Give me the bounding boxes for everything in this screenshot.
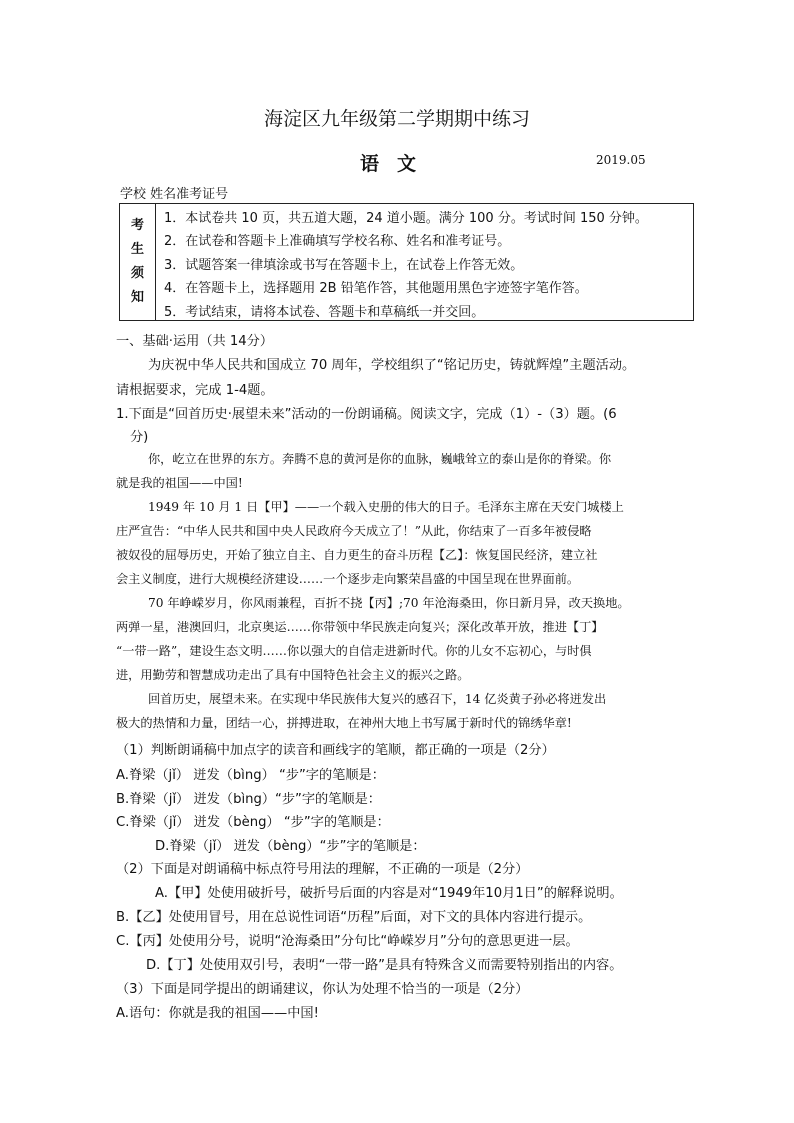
passage-line: 70 年峥嵘岁月，你风雨兼程，百折不挠【丙】;70 年沧海桑田，你日新月异，改天换地。 — [148, 596, 630, 610]
passage-line: 两弹一星，港澳回归，北京奥运……你带领中华民族走向复兴；深化改革开放，推进【丁】 — [116, 620, 604, 634]
passage-line: 进，用勤劳和智慧成功走出了具有中国特色社会主义的振兴之路。 — [116, 668, 470, 682]
exam-notice-box — [119, 203, 694, 321]
passage-line: 1949 年 10 月 1 日【甲】——一个载入史册的伟大的日子。毛泽东主席在天安门城楼上 — [148, 500, 624, 514]
subject-title: 语文 — [360, 153, 435, 175]
notice-item: 4．在答题卡上，选择题用 2B 铅笔作答，其他题用黑色字迹签字笔作答。 — [164, 281, 588, 297]
answer-option: A.语句：你就是我的祖国——中国! — [116, 1006, 319, 1021]
passage-line: 被奴役的屈辱历史，开始了独立自主、自力更生的奋斗历程【乙】：恢复国民经济，建立社 — [116, 548, 598, 562]
section-intro: 请根据要求，完成 1-4题。 — [116, 383, 274, 398]
section-intro: 为庆祝中华人民共和国成立 70 周年，学校组织了“铭记历史，铸就辉煌”主题活动。 — [148, 358, 636, 373]
notice-label-char: 须 — [130, 266, 144, 281]
notice-item: 3．试题答案一律填涂或书写在答题卡上，在试卷上作答无效。 — [164, 257, 524, 273]
notice-item: 5．考试结束，请将本试卷、答题卡和草稿纸一并交回。 — [164, 304, 485, 320]
exam-date: 2019.05 — [596, 153, 646, 167]
passage-line: 庄严宣告：“中华人民共和国中央人民政府今天成立了！”从此，你结束了一百多年被侵略 — [116, 524, 592, 538]
answer-option: D.脊梁（jǐ） 迸发（bèng）“步”字的笔顺是： — [155, 839, 426, 854]
answer-option: A.【甲】处使用破折号，破折号后面的内容是对“1949年10月1日”的解释说明。 — [155, 886, 623, 901]
question-stem: （2）下面是对朗诵稿中标点符号用法的理解，不正确的一项是（2分） — [116, 862, 529, 877]
exam-title: 海淀区九年级第二学期期中练习 — [263, 108, 530, 130]
question-stem: （1）判断朗诵稿中加点字的读音和画线字的笔顺，都正确的一项是（2分） — [116, 743, 555, 758]
section-heading: 一、基础·运用（共 14分） — [116, 334, 274, 349]
answer-option: B.【乙】处使用冒号，用在总说性词语“历程”后面，对下文的具体内容进行提示。 — [116, 910, 592, 925]
answer-option: D.【丁】处使用双引号，表明“一带一路”是具有特殊含义而需要特别指出的内容。 — [146, 958, 623, 973]
passage-line: 回首历史，展望未来。在实现中华民族伟大复兴的感召下，14 亿炎黄子孙必将迸发出 — [148, 692, 607, 706]
notice-label — [120, 204, 156, 320]
question-1-stem: 1.下面是“回首历史·展望未来”活动的一份朗诵稿。阅读文字，完成（1）-（3）题。(6 — [116, 407, 617, 422]
notice-label-char: 知 — [130, 290, 144, 305]
passage-line: 你，屹立在世界的东方。奔腾不息的黄河是你的血脉，巍峨耸立的泰山是你的脊梁。你 — [148, 452, 612, 466]
question-1-stem: 分) — [130, 430, 149, 445]
question-stem: （3）下面是同学提出的朗诵建议，你认为处理不恰当的一项是（2分） — [116, 982, 529, 997]
answer-option: C.脊梁（jǐ） 迸发（bèng） “步”字的笔顺是： — [116, 815, 390, 830]
passage-line: 极大的热情和力量，团结一心，拼搏进取，在神州大地上书写属于新时代的锦绣华章! — [116, 716, 572, 730]
notice-label-char: 考 — [130, 218, 144, 233]
notice-item: 2．在试卷和答题卡上准确填写学校名称、姓名和准考证号。 — [164, 234, 511, 250]
notice-item: 1．本试卷共 10 页，共五道大题，24 道小题。满分 100 分。考试时间 150 分钟。 — [164, 211, 648, 226]
passage-line: 就是我的祖国——中国! — [116, 476, 243, 490]
answer-option: B.脊梁（jǐ） 迸发（bìng）“步”字的笔顺是： — [116, 792, 381, 807]
passage-line: “一带一路”，建设生态文明……你以强大的自信走进新时代。你的儿女不忘初心，与时俱 — [116, 644, 592, 658]
notice-items — [164, 207, 689, 324]
notice-label-char: 生 — [130, 242, 144, 257]
answer-option: A.脊梁（jǐ） 迸发（bìng） “步”字的笔顺是： — [116, 768, 385, 783]
passage-line: 会主义制度，进行大规模经济建设……一个逐步走向繁荣昌盛的中国呈现在世界面前。 — [116, 572, 580, 586]
answer-option: C.【丙】处使用分号，说明“沧海桑田”分句比“峥嵘岁月”分句的意思更进一层。 — [116, 934, 579, 949]
student-info-line: 学校 姓名准考证号 — [120, 187, 229, 202]
